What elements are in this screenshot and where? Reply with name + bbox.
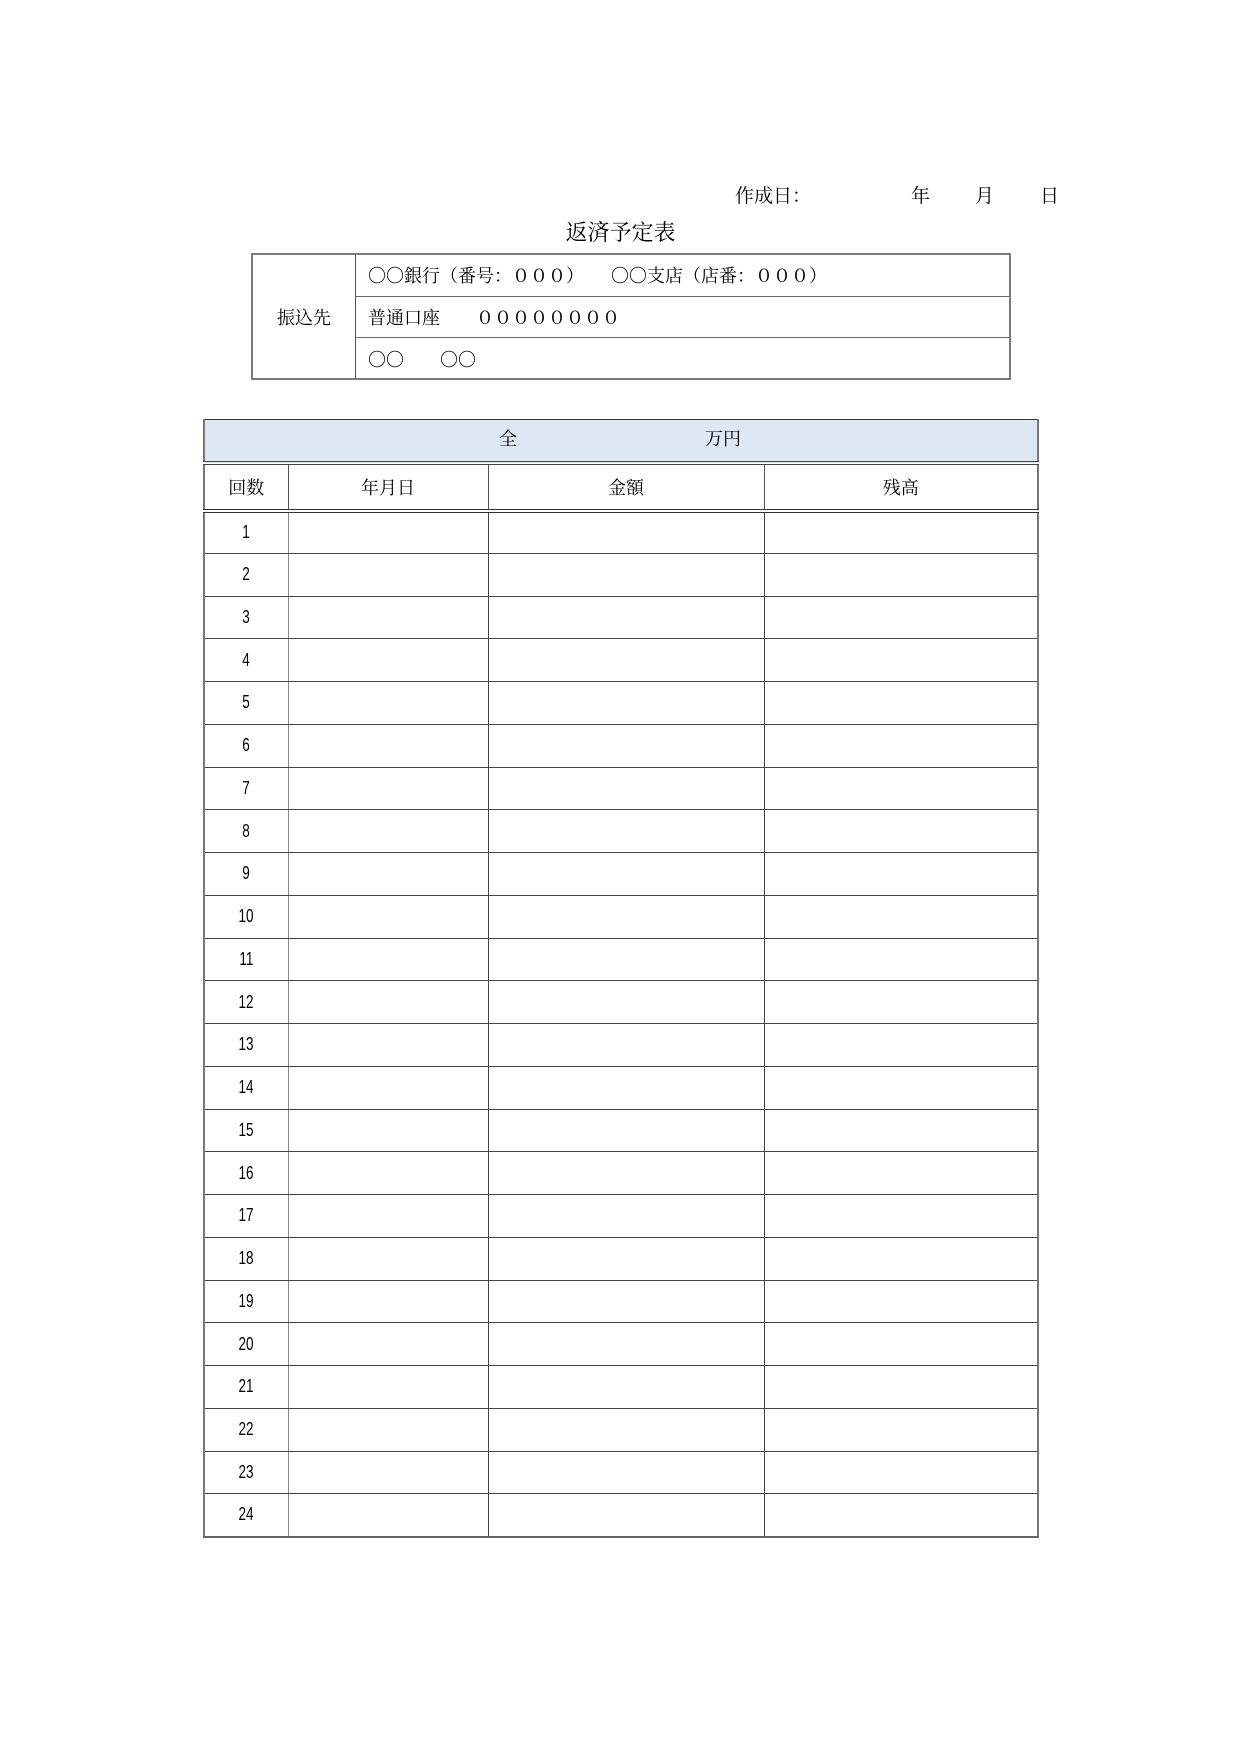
balance-cell[interactable]	[764, 1237, 1038, 1280]
installment-number-text: 13	[238, 1034, 254, 1055]
installment-number-text: 22	[238, 1419, 254, 1440]
installment-number	[204, 1280, 288, 1323]
date-cell[interactable]	[288, 810, 488, 853]
installment-number-text: 12	[238, 991, 254, 1012]
transfer-destination-details	[356, 255, 1009, 378]
installment-number	[204, 1451, 288, 1494]
bank-branch-row[interactable]: 〇〇銀行（番号：０００） 〇〇支店（店番：０００）	[356, 255, 1009, 297]
balance-cell[interactable]	[764, 1152, 1038, 1195]
date-cell[interactable]	[288, 511, 488, 554]
page-title: 返済予定表	[565, 221, 676, 246]
amount-cell[interactable]	[488, 553, 764, 596]
amount-cell[interactable]	[488, 938, 764, 981]
table-row	[204, 1237, 1038, 1280]
amount-cell[interactable]	[488, 1237, 764, 1280]
installment-number	[204, 1024, 288, 1067]
col-header-balance: 残高	[764, 463, 1038, 511]
amount-cell[interactable]	[488, 853, 764, 896]
date-cell[interactable]	[288, 1024, 488, 1067]
installment-number-text: 10	[238, 906, 254, 927]
installment-number	[204, 1195, 288, 1238]
amount-cell[interactable]	[488, 810, 764, 853]
total-suffix: 万円	[705, 429, 741, 450]
amount-cell[interactable]	[488, 682, 764, 725]
table-row	[204, 1366, 1038, 1409]
date-cell[interactable]	[288, 1494, 488, 1537]
balance-cell[interactable]	[764, 810, 1038, 853]
amount-cell[interactable]	[488, 639, 764, 682]
day-field[interactable]: 日	[1040, 185, 1060, 207]
amount-cell[interactable]	[488, 1366, 764, 1409]
amount-cell[interactable]	[488, 596, 764, 639]
amount-cell[interactable]	[488, 1408, 764, 1451]
table-row	[204, 1323, 1038, 1366]
installment-number-text: 11	[239, 948, 254, 969]
installment-number-text: 15	[238, 1119, 254, 1140]
date-cell[interactable]	[288, 1366, 488, 1409]
amount-cell[interactable]	[488, 1024, 764, 1067]
date-cell[interactable]	[288, 895, 488, 938]
installment-number-text: 1	[242, 522, 250, 543]
installment-number	[204, 895, 288, 938]
installment-number	[204, 1066, 288, 1109]
installment-number-text: 18	[238, 1248, 254, 1269]
table-row	[204, 1024, 1038, 1067]
repayment-schedule-table	[203, 419, 1039, 1538]
installment-number-text: 3	[242, 606, 250, 627]
amount-cell[interactable]	[488, 724, 764, 767]
balance-cell[interactable]	[764, 639, 1038, 682]
balance-cell[interactable]	[764, 682, 1038, 725]
balance-cell[interactable]	[764, 1280, 1038, 1323]
date-cell[interactable]	[288, 1066, 488, 1109]
date-cell[interactable]	[288, 1408, 488, 1451]
installment-number	[204, 639, 288, 682]
installment-number-text: 2	[242, 564, 250, 585]
amount-cell[interactable]	[488, 1152, 764, 1195]
col-header-count: 回数	[204, 463, 288, 511]
installment-number-text: 23	[238, 1461, 254, 1482]
balance-cell[interactable]	[764, 938, 1038, 981]
amount-cell[interactable]	[488, 981, 764, 1024]
balance-cell[interactable]	[764, 1451, 1038, 1494]
amount-cell[interactable]	[488, 511, 764, 554]
table-row	[204, 1494, 1038, 1537]
balance-cell[interactable]	[764, 1109, 1038, 1152]
account-number-row[interactable]: 普通口座 ００００００００	[356, 297, 1009, 339]
creation-date-label: 作成日：	[735, 185, 812, 207]
year-field[interactable]: 年	[911, 185, 931, 207]
col-header-amount: 金額	[488, 463, 764, 511]
balance-cell[interactable]	[764, 511, 1038, 554]
table-row	[204, 895, 1038, 938]
installment-number-text: 19	[238, 1290, 254, 1311]
installment-number-text: 9	[242, 863, 250, 884]
schedule-body	[204, 511, 1038, 1537]
date-cell[interactable]	[288, 639, 488, 682]
installment-number-text: 24	[238, 1504, 254, 1525]
balance-cell[interactable]	[764, 1323, 1038, 1366]
date-cell[interactable]	[288, 1323, 488, 1366]
installment-number-text: 20	[238, 1333, 254, 1354]
installment-number-text: 8	[242, 820, 250, 841]
table-row	[204, 938, 1038, 981]
installment-number	[204, 981, 288, 1024]
balance-cell[interactable]	[764, 1195, 1038, 1238]
date-cell[interactable]	[288, 1109, 488, 1152]
table-row	[204, 981, 1038, 1024]
transfer-destination-label: 振込先	[253, 255, 356, 378]
installment-number	[204, 1408, 288, 1451]
date-cell[interactable]	[288, 1152, 488, 1195]
table-row	[204, 596, 1038, 639]
installment-number	[204, 1494, 288, 1537]
table-row	[204, 724, 1038, 767]
installment-number	[204, 1366, 288, 1409]
installment-number	[204, 767, 288, 810]
amount-cell[interactable]	[488, 1451, 764, 1494]
installment-number-text: 7	[242, 777, 250, 798]
table-row	[204, 853, 1038, 896]
table-row	[204, 639, 1038, 682]
date-cell[interactable]	[288, 1280, 488, 1323]
installment-number-text: 4	[242, 649, 250, 670]
amount-cell[interactable]	[488, 1066, 764, 1109]
installment-number-text: 14	[238, 1077, 254, 1098]
month-field[interactable]: 月	[975, 185, 995, 207]
installment-number	[204, 853, 288, 896]
installment-number-text: 5	[242, 692, 250, 713]
table-row	[204, 1408, 1038, 1451]
table-row	[204, 1152, 1038, 1195]
date-cell[interactable]	[288, 1451, 488, 1494]
amount-cell[interactable]	[488, 1280, 764, 1323]
date-cell[interactable]	[288, 596, 488, 639]
installment-number	[204, 1152, 288, 1195]
table-row	[204, 1066, 1038, 1109]
amount-cell[interactable]	[488, 895, 764, 938]
amount-cell[interactable]	[488, 1109, 764, 1152]
balance-cell[interactable]	[764, 853, 1038, 896]
amount-cell[interactable]	[488, 767, 764, 810]
table-row	[204, 682, 1038, 725]
table-row	[204, 1451, 1038, 1494]
installment-number-text: 16	[238, 1162, 254, 1183]
installment-number-text: 17	[238, 1205, 254, 1226]
installment-number-text: 21	[238, 1376, 254, 1397]
balance-cell[interactable]	[764, 1494, 1038, 1537]
col-header-date: 年月日	[288, 463, 488, 511]
amount-cell[interactable]	[488, 1195, 764, 1238]
table-row	[204, 1195, 1038, 1238]
balance-cell[interactable]	[764, 981, 1038, 1024]
date-cell[interactable]	[288, 1237, 488, 1280]
date-cell[interactable]	[288, 981, 488, 1024]
installment-number	[204, 511, 288, 554]
table-row	[204, 511, 1038, 554]
installment-number	[204, 1323, 288, 1366]
installment-number	[204, 1109, 288, 1152]
date-cell[interactable]	[288, 853, 488, 896]
installment-number	[204, 553, 288, 596]
installment-number	[204, 724, 288, 767]
balance-cell[interactable]	[764, 724, 1038, 767]
total-amount-row	[204, 420, 1038, 463]
balance-cell[interactable]	[764, 553, 1038, 596]
table-row	[204, 1280, 1038, 1323]
date-cell[interactable]	[288, 767, 488, 810]
table-row	[204, 553, 1038, 596]
balance-cell[interactable]	[764, 1408, 1038, 1451]
installment-number	[204, 682, 288, 725]
date-cell[interactable]	[288, 938, 488, 981]
balance-cell[interactable]	[764, 1024, 1038, 1067]
table-row	[204, 767, 1038, 810]
installment-number	[204, 938, 288, 981]
installment-number	[204, 1237, 288, 1280]
date-cell[interactable]	[288, 724, 488, 767]
balance-cell[interactable]	[764, 1366, 1038, 1409]
balance-cell[interactable]	[764, 767, 1038, 810]
total-prefix: 全	[499, 429, 517, 450]
balance-cell[interactable]	[764, 1066, 1038, 1109]
installment-number	[204, 596, 288, 639]
installment-number-text: 6	[242, 735, 250, 756]
table-row	[204, 1109, 1038, 1152]
date-cell[interactable]	[288, 1195, 488, 1238]
account-holder-row[interactable]: 〇〇 〇〇	[368, 349, 476, 371]
date-cell[interactable]	[288, 682, 488, 725]
installment-number	[204, 810, 288, 853]
date-cell[interactable]	[288, 553, 488, 596]
amount-cell[interactable]	[488, 1494, 764, 1537]
amount-cell[interactable]	[488, 1323, 764, 1366]
column-header-row	[204, 463, 1038, 511]
transfer-destination-box	[251, 253, 1011, 380]
balance-cell[interactable]	[764, 895, 1038, 938]
table-row	[204, 810, 1038, 853]
balance-cell[interactable]	[764, 596, 1038, 639]
